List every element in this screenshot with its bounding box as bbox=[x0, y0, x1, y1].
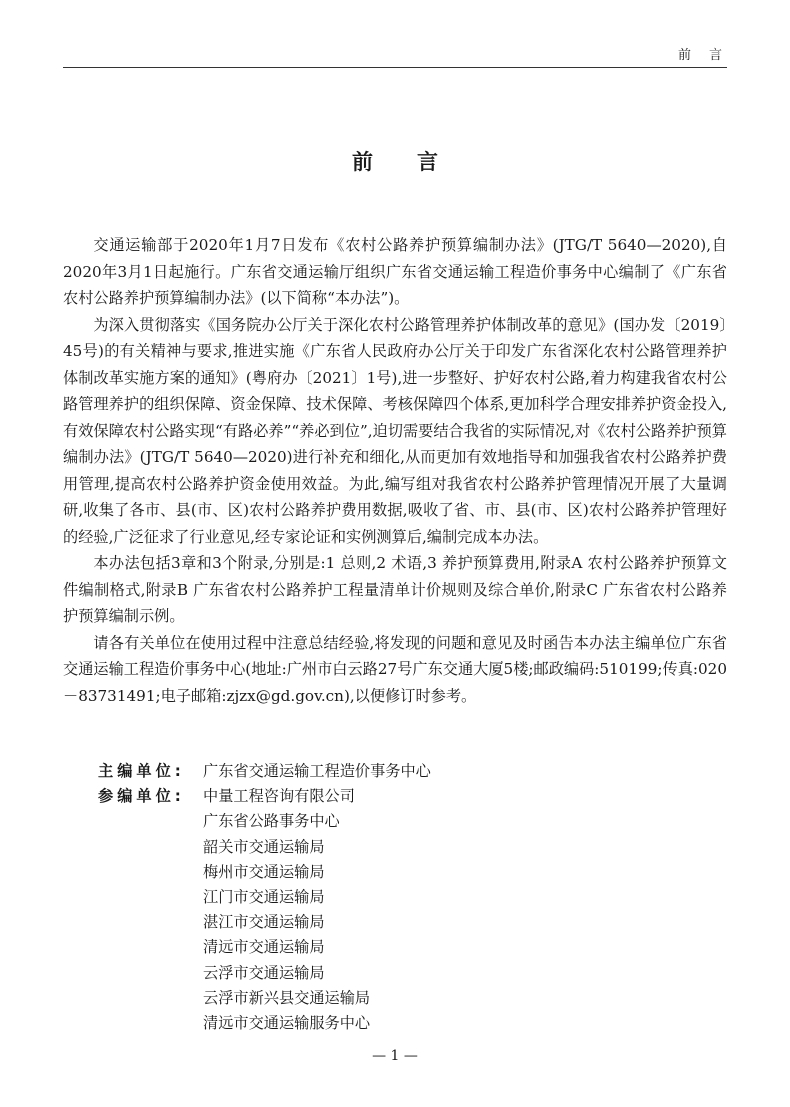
participant-unit: 梅州市交通运输局 bbox=[203, 862, 325, 881]
header-rule bbox=[63, 67, 727, 68]
chief-editor-row bbox=[98, 759, 698, 784]
chief-editor-unit: 广东省交通运输工程造价事务中心 bbox=[203, 762, 431, 780]
participant-list bbox=[203, 784, 370, 1036]
participant-unit: 云浮市新兴县交通运输局 bbox=[203, 988, 371, 1007]
participant-unit: 清远市交通运输服务中心 bbox=[203, 1014, 371, 1033]
paragraph: 为深入贯彻落实《国务院办公厅关于深化农村公路管理养护体制改革的意见》(国办发〔2019〕45号)的有关精神与要求,推进实施《广东省人民政府办公厅关于印发广东省深化农村公路管理养护体制改革实施方案的通知》(粤府办〔2021〕1号),进一步整好、护好农村公路,着力构建我省农村公路管理养护的组织保障、资金保障、技术保障、考核保障四个体系,更加科学合理安排养护资金投入,有效保障农村公路实现“有路必养”“养必到位”,迫切需要结合我省的实际情况,对《农村公路养护预算编制办法》(JTG/T 5640—2020)进行补充和细化,从而更加有效地指导和加强我省农村公路养护费用管理,提高农村公路养护资金使用效益。为此,编写组对我省农村公路养护管理情况开展了大量调研,收集了各市、县(市、区)农村公路养护费用数据,吸收了省、市、县(市、区)农村公路养护管理好的经验,广泛征求了行业意见,经专家论证和实例测算后,编制完成本办法。 bbox=[63, 315, 727, 546]
paragraph: 本办法包括3章和3个附录,分别是:1 总则,2 术语,3 养护预算费用,附录A 农村公路养护预算文件编制格式,附录B 广东省农村公路养护工程量清单计价规则及综合单价,附录C 广东省农村公路养护预算编制示例。 bbox=[63, 554, 727, 625]
participant-unit: 清远市交通运输局 bbox=[203, 938, 325, 957]
page-title: 前言 bbox=[352, 150, 482, 174]
participant-unit: 广东省公路事务中心 bbox=[203, 812, 340, 831]
participant-unit: 江门市交通运输局 bbox=[203, 888, 325, 907]
running-head: 前言 bbox=[677, 48, 740, 63]
preface-body bbox=[63, 232, 727, 709]
participant-unit: 湛江市交通运输局 bbox=[203, 913, 325, 932]
participant-row bbox=[98, 784, 698, 1036]
chief-editor-label: 主编单位: bbox=[98, 762, 185, 780]
participant-label: 参编单位: bbox=[98, 787, 185, 806]
paragraph: 交通运输部于2020年1月7日发布《农村公路养护预算编制办法》(JTG/T 5640—2020),自2020年3月1日起施行。广东省交通运输厅组织广东省交通运输工程造价事务中心编制了《广东省农村公路养护预算编制办法》(以下简称“本办法”)。 bbox=[63, 236, 727, 307]
participant-unit: 云浮市交通运输局 bbox=[203, 963, 325, 982]
participant-unit: 韶关市交通运输局 bbox=[203, 837, 325, 856]
credits bbox=[98, 759, 698, 1036]
participant-unit: 中量工程咨询有限公司 bbox=[203, 787, 355, 806]
page-number: — 1 — bbox=[372, 1048, 418, 1064]
paragraph: 请各有关单位在使用过程中注意总结经验,将发现的问题和意见及时函告本办法主编单位广东省交通运输工程造价事务中心(地址:广州市白云路27号广东交通大厦5楼;邮政编码:510199;传真:020－83731491;电子邮箱:zjzx@gd.gov.cn),以便修订时参考。 bbox=[63, 633, 727, 705]
